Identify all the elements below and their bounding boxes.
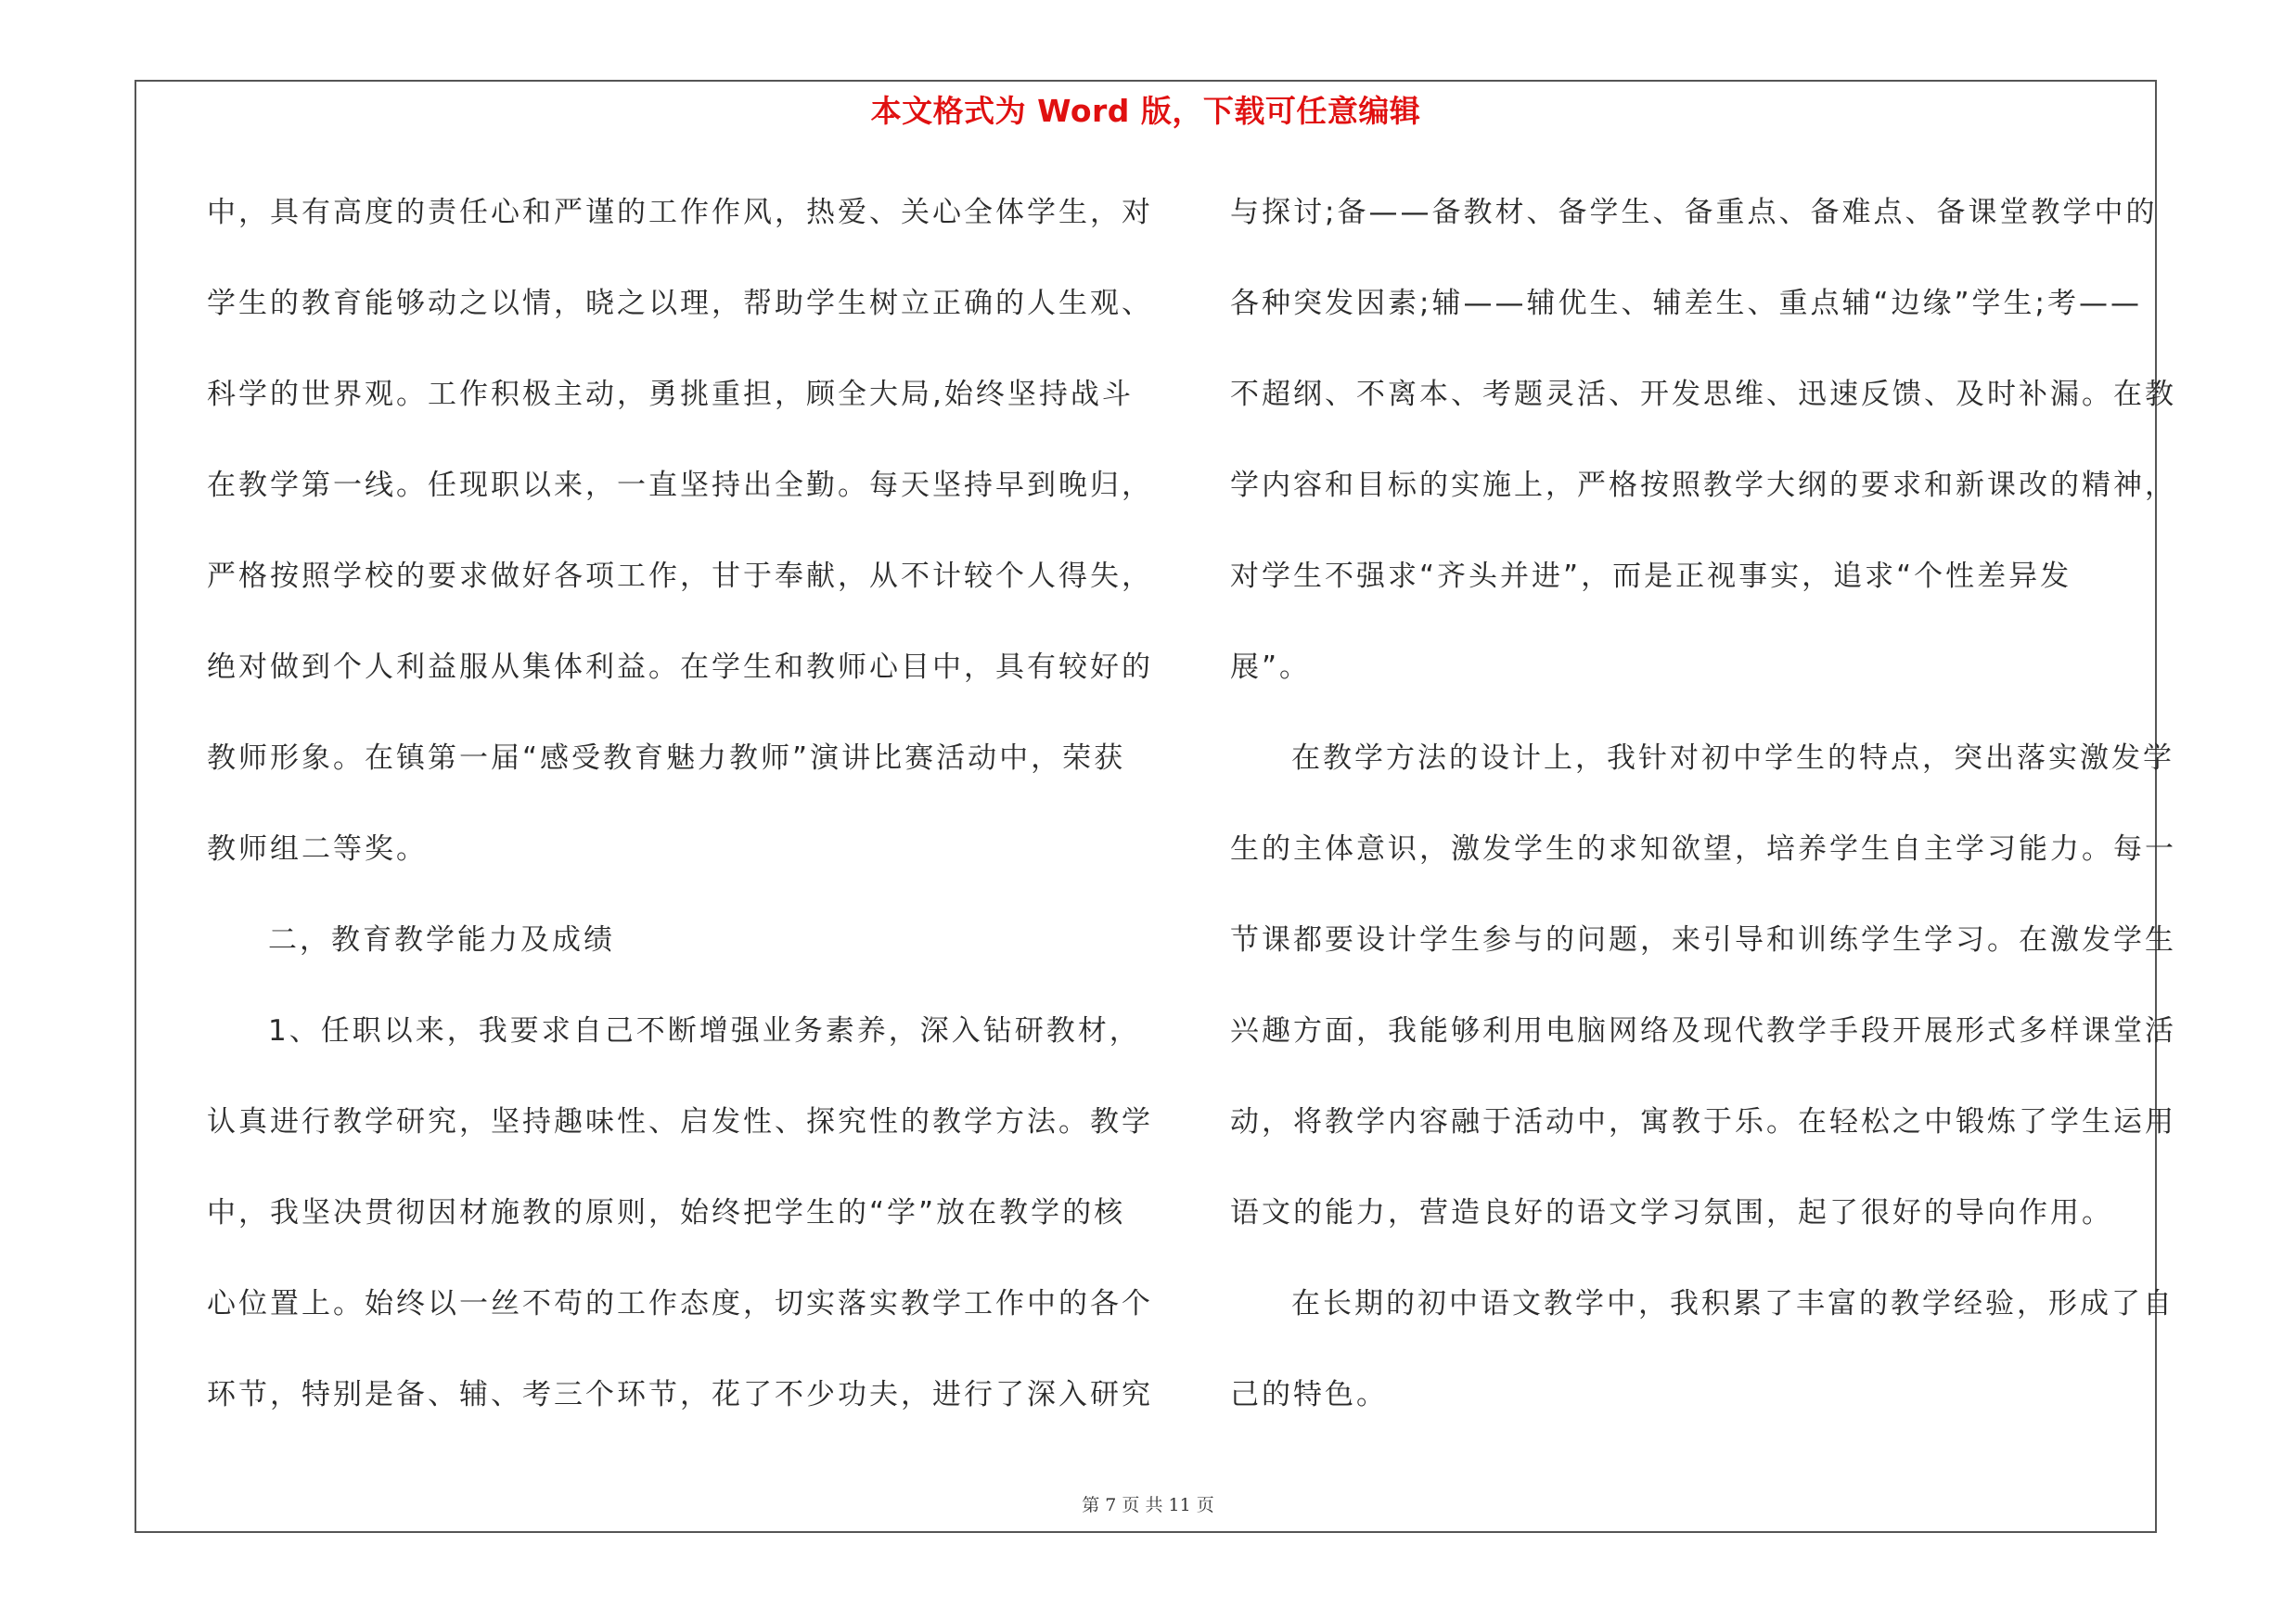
text-line: 节课都要设计学生参与的问题，来引导和训练学生学习。在激发学生 <box>1230 923 2176 957</box>
text-line: 在教学方法的设计上，我针对初中学生的特点，突出落实激发学 <box>1291 741 2174 775</box>
text-line: 严格按照学校的要求做好各项工作，甘于奉献，从不计较个人得失， <box>207 560 1153 593</box>
text-line: 己的特色。 <box>1230 1378 1388 1411</box>
text-line: 在长期的初中语文教学中，我积累了丰富的教学经验，形成了自 <box>1291 1287 2174 1320</box>
text-line: 学内容和目标的实施上，严格按照教学大纲的要求和新课改的精神， <box>1230 469 2176 502</box>
page-number: 第 7 页 共 11 页 <box>1082 1495 1214 1515</box>
text-line: 不超纲、不离本、考题灵活、开发思维、迅速反馈、及时补漏。在教 <box>1230 378 2176 411</box>
text-line: 中，我坚决贯彻因材施教的原则，始终把学生的“学”放在教学的核 <box>207 1196 1126 1230</box>
text-line: 生的主体意识，激发学生的求知欲望，培养学生自主学习能力。每一 <box>1230 832 2176 866</box>
text-line: 教师形象。在镇第一届“感受教育魅力教师”演讲比赛活动中，荣获 <box>207 741 1126 775</box>
text-line: 中，具有高度的责任心和严谨的工作作风，热爱、关心全体学生，对 <box>207 196 1153 229</box>
text-line: 心位置上。始终以一丝不苟的工作态度，切实落实教学工作中的各个 <box>207 1287 1153 1320</box>
text-line: 展”。 <box>1230 650 1312 684</box>
text-line: 与探讨;备——备教材、备学生、备重点、备难点、备课堂教学中的 <box>1230 196 2158 229</box>
text-line: 对学生不强求“齐头并进”，而是正视事实，追求“个性差异发 <box>1230 560 2072 593</box>
text-line: 兴趣方面，我能够利用电脑网络及现代教学手段开展形式多样课堂活 <box>1230 1014 2176 1048</box>
text-line: 学生的教育能够动之以情，晓之以理，帮助学生树立正确的人生观、 <box>207 287 1153 320</box>
text-line: 动，将教学内容融于活动中，寓教于乐。在轻松之中锻炼了学生运用 <box>1230 1105 2176 1139</box>
text-line: 科学的世界观。工作积极主动，勇挑重担，顾全大局,始终坚持战斗 <box>207 378 1134 411</box>
right-column <box>1230 180 2176 1453</box>
text-line: 各种突发因素;辅——辅优生、辅差生、重点辅“边缘”学生;考—— <box>1230 287 2143 320</box>
text-line: 教师组二等奖。 <box>207 832 428 866</box>
left-column <box>207 180 1153 1453</box>
section-heading: 二，教育教学能力及成绩 <box>268 923 615 957</box>
text-line: 1、任职以来，我要求自己不断增强业务素养，深入钻研教材， <box>268 1014 1141 1048</box>
text-line: 语文的能力，营造良好的语文学习氛围，起了很好的导向作用。 <box>1230 1196 2113 1230</box>
text-line: 在教学第一线。任现职以来，一直坚持出全勤。每天坚持早到晚归， <box>207 469 1153 502</box>
text-line: 环节，特别是备、辅、考三个环节，花了不少功夫，进行了深入研究 <box>207 1378 1153 1411</box>
header-banner: 本文格式为 Word 版，下载可任意编辑 <box>870 93 1421 129</box>
text-line: 认真进行教学研究，坚持趣味性、启发性、探究性的教学方法。教学 <box>207 1105 1153 1139</box>
text-line: 绝对做到个人利益服从集体利益。在学生和教师心目中，具有较好的 <box>207 650 1153 684</box>
